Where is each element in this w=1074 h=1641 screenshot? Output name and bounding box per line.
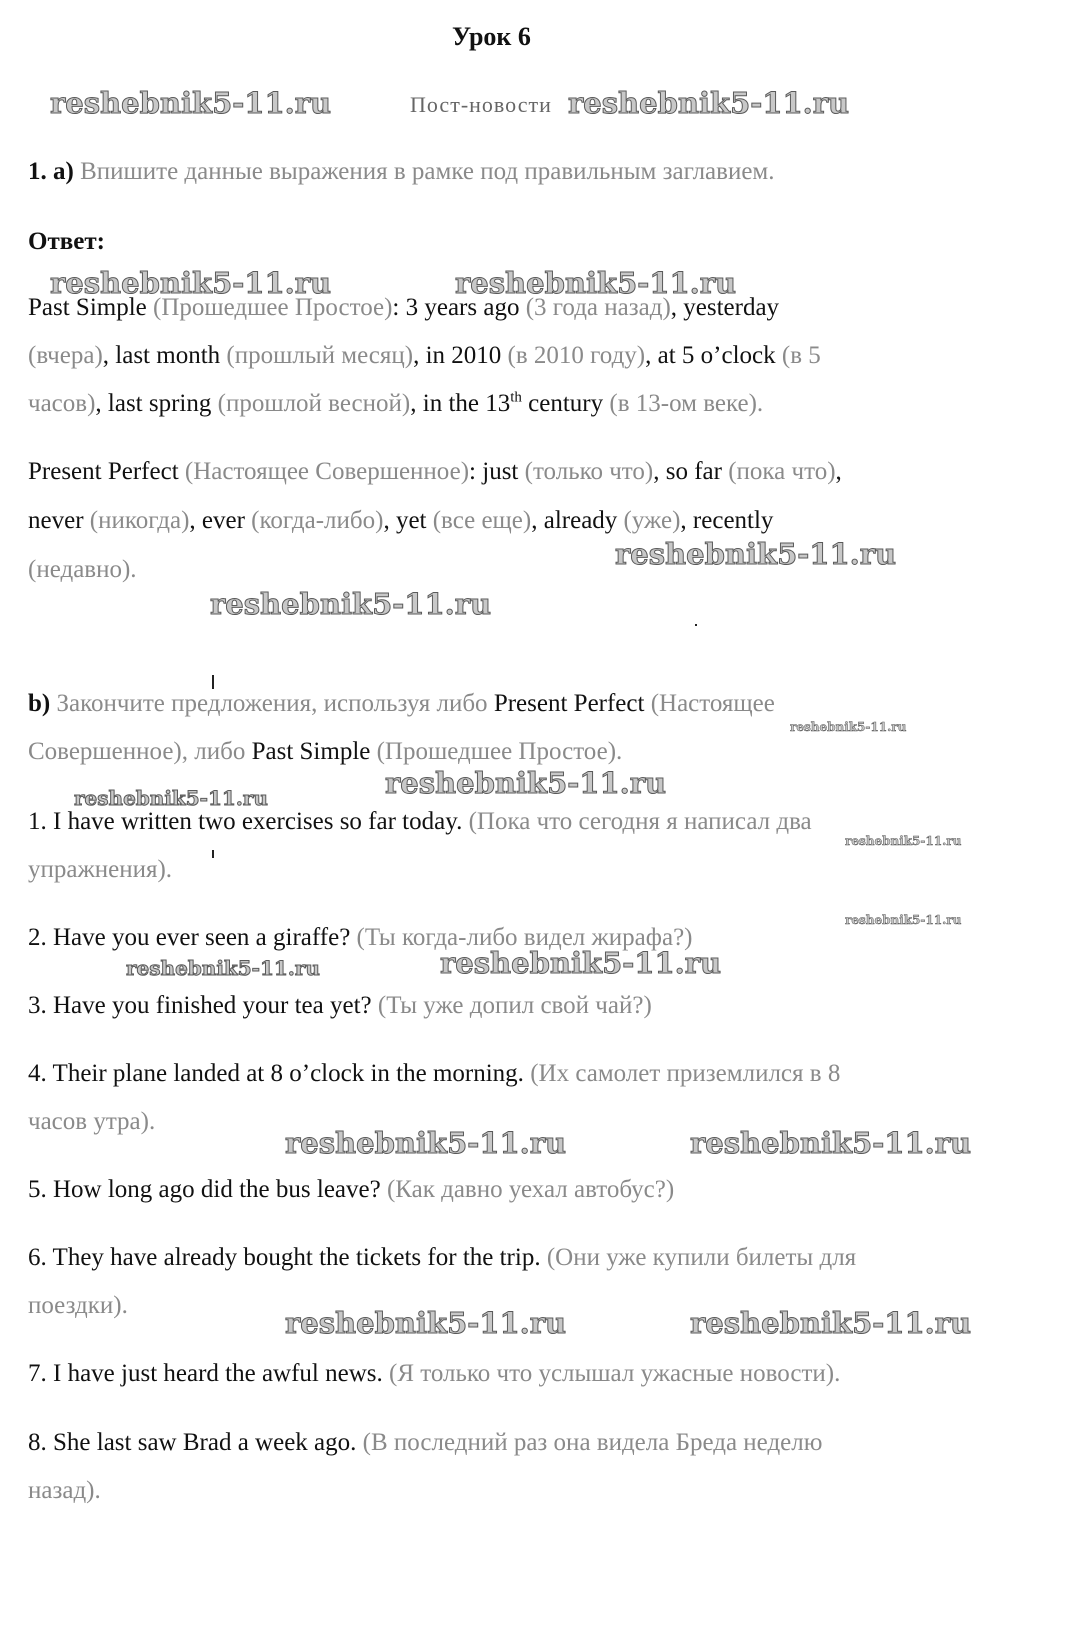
sentence-6 — [28, 1244, 856, 1272]
watermark: reshebnik5-11.ru — [845, 834, 962, 848]
sentence-text: 1. I have written two exercises so far today. — [28, 808, 463, 835]
instruction-text: Впишите данные выражения в рамке под правильным заглавием. — [80, 158, 775, 185]
instruction-text: Совершенное), либо — [28, 738, 246, 765]
watermark: reshebnik5-11.ru — [126, 956, 320, 980]
text: century — [521, 390, 604, 417]
translation: (в 5 — [781, 342, 821, 369]
text: Past Simple — [251, 738, 371, 765]
text: , ever — [189, 507, 245, 534]
watermark: reshebnik5-11.ru — [285, 1126, 567, 1160]
watermark: reshebnik5-11.ru — [615, 537, 897, 571]
watermark: reshebnik5-11.ru — [568, 86, 850, 120]
translation: (прошлый месяц) — [226, 342, 414, 369]
sentence-1 — [28, 808, 812, 836]
watermark: reshebnik5-11.ru — [690, 1306, 972, 1340]
sentence-text: 8. She last saw Brad a week ago. — [28, 1429, 357, 1456]
section-subtitle: Пост-новости — [410, 92, 552, 117]
instruction-text: (Настоящее — [650, 690, 775, 717]
instruction-text: Закончите предложения, используя либо — [56, 690, 488, 717]
watermark: reshebnik5-11.ru — [690, 1126, 972, 1160]
sentence-text: 5. How long ago did the bus leave? — [28, 1176, 381, 1203]
sentence-3 — [28, 992, 652, 1020]
text: , recently — [680, 507, 774, 534]
page-title: Урок 6 — [452, 22, 531, 51]
translation: (Как давно уехал автобус?) — [386, 1176, 675, 1203]
translation: (Пока что сегодня я написал два — [468, 808, 812, 835]
text: , so far — [653, 458, 722, 485]
text: Present Perfect — [493, 690, 645, 717]
translation: (никогда) — [89, 507, 190, 534]
sentence-text: 2. Have you ever seen a giraffe? — [28, 924, 351, 951]
text: , in 2010 — [413, 342, 502, 369]
text: , already — [531, 507, 618, 534]
watermark: reshebnik5-11.ru — [845, 913, 962, 927]
watermark: reshebnik5-11.ru — [440, 946, 722, 980]
translation: (В последний раз она видела Бреда неделю — [362, 1429, 823, 1456]
task-letter: b) — [28, 690, 51, 717]
translation: часов) — [28, 390, 96, 417]
text: Present Perfect — [28, 458, 179, 485]
past-simple-line-2 — [28, 342, 821, 370]
translation: (прошлой весной) — [217, 390, 411, 417]
text: , last spring — [95, 390, 212, 417]
watermark: reshebnik5-11.ru — [210, 587, 492, 621]
translation: (уже) — [623, 507, 681, 534]
text: , — [835, 458, 842, 485]
translation: (недавно). — [28, 556, 137, 583]
scan-speck — [212, 675, 214, 689]
present-perfect-line-2 — [28, 507, 773, 535]
translation: (пока что) — [728, 458, 836, 485]
sentence-text: 3. Have you finished your tea yet? — [28, 992, 372, 1019]
translation: (Я только что услышал ужасные новости). — [389, 1360, 841, 1387]
translation: (Они уже купили билеты для — [546, 1244, 857, 1271]
answer-label: Ответ: — [28, 228, 105, 255]
sentence-1-translation-cont: упражнения). — [28, 856, 173, 883]
sentence-4-translation-cont: часов утра). — [28, 1108, 156, 1135]
sentence-2 — [28, 924, 692, 952]
sentence-text: 6. They have already bought the tickets for the trip. — [28, 1244, 541, 1271]
sentence-8-translation-cont: назад). — [28, 1477, 101, 1504]
superscript: th — [510, 389, 522, 406]
translation: (в 13-ом веке). — [609, 390, 764, 417]
translation: (все еще) — [432, 507, 532, 534]
text: : 3 years ago — [392, 294, 520, 321]
text: , yet — [383, 507, 427, 534]
translation: (в 2010 году) — [507, 342, 646, 369]
watermark: reshebnik5-11.ru — [385, 766, 667, 800]
sentence-8 — [28, 1429, 822, 1457]
sentence-text: 4. Their plane landed at 8 o’clock in the morning. — [28, 1060, 524, 1087]
text: , in the 13 — [410, 390, 511, 417]
text: , last month — [102, 342, 221, 369]
task-1b-instruction-line-2 — [28, 738, 622, 766]
watermark: reshebnik5-11.ru — [50, 266, 332, 300]
past-simple-line-3 — [28, 390, 763, 418]
translation: (Настоящее Совершенное) — [184, 458, 470, 485]
watermark: reshebnik5-11.ru — [790, 720, 907, 734]
watermark: reshebnik5-11.ru — [285, 1306, 567, 1340]
sentence-5 — [28, 1176, 674, 1204]
translation: (Прошедшее Простое) — [153, 294, 393, 321]
task-1a-instruction — [28, 158, 775, 186]
translation: (Ты когда-либо видел жирафа?) — [356, 924, 693, 951]
translation: (когда-либо) — [251, 507, 384, 534]
translation: (только что) — [524, 458, 654, 485]
text: never — [28, 507, 84, 534]
watermark: reshebnik5-11.ru — [50, 86, 332, 120]
present-perfect-line-3 — [28, 556, 137, 584]
scan-speck — [695, 624, 697, 626]
translation: (3 года назад) — [525, 294, 671, 321]
translation: (Ты уже допил свой чай?) — [377, 992, 652, 1019]
sentence-7 — [28, 1360, 840, 1388]
text: : just — [469, 458, 519, 485]
task-1b-instruction-line-1 — [28, 690, 775, 718]
text: Past Simple — [28, 294, 147, 321]
instruction-text: (Прошедшее Простое). — [376, 738, 623, 765]
translation: (Их самолет приземлился в 8 — [530, 1060, 841, 1087]
task-number: 1. а) — [28, 158, 74, 185]
translation: (вчера) — [28, 342, 103, 369]
past-simple-line-1 — [28, 294, 779, 322]
sentence-4 — [28, 1060, 840, 1088]
scan-speck — [212, 850, 214, 858]
text: , at 5 o’clock — [645, 342, 776, 369]
watermark: reshebnik5-11.ru — [455, 266, 737, 300]
sentence-6-translation-cont: поездки). — [28, 1292, 128, 1319]
sentence-text: 7. I have just heard the awful news. — [28, 1360, 383, 1387]
watermark: reshebnik5-11.ru — [74, 786, 268, 810]
present-perfect-line-1 — [28, 458, 842, 486]
text: , yesterday — [670, 294, 780, 321]
